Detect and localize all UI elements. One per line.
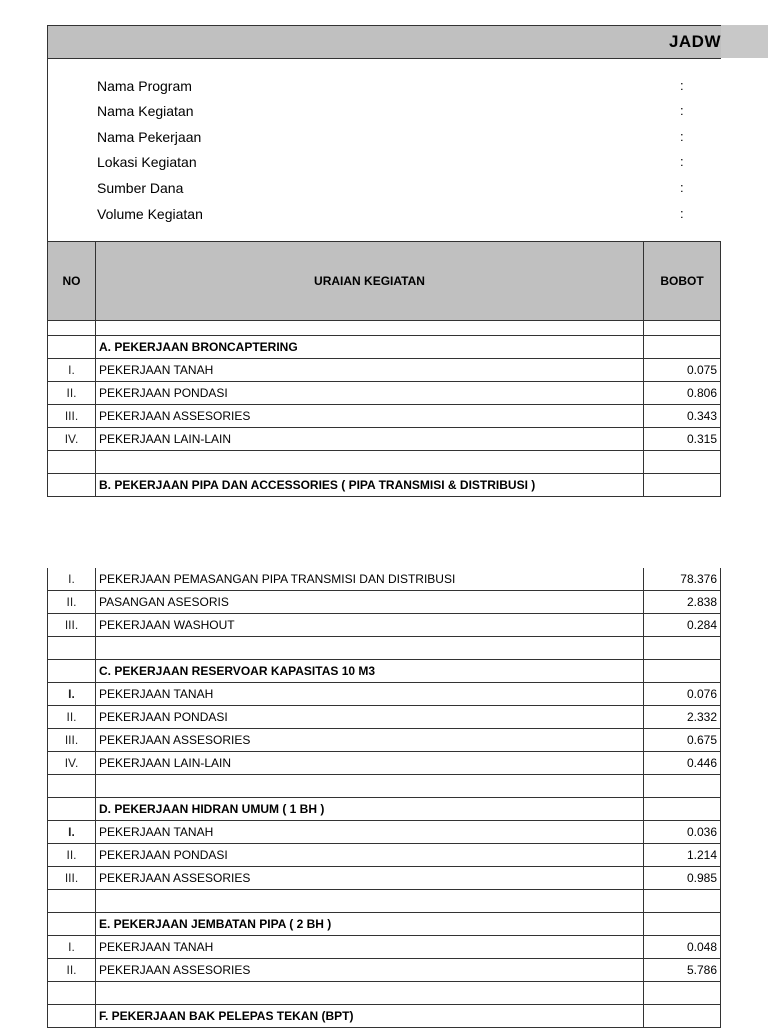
cell-bobot: 0.075 (644, 359, 721, 382)
cell-bobot (644, 890, 721, 913)
cell-no (48, 637, 96, 660)
spacer-row (48, 321, 721, 336)
cell-no (48, 474, 96, 497)
cell-bobot: 1.214 (644, 844, 721, 867)
section-heading-row (48, 913, 721, 936)
project-info (48, 59, 721, 242)
cell-bobot: 0.036 (644, 821, 721, 844)
cell-bobot: 2.838 (644, 591, 721, 614)
cell-bobot (644, 1005, 721, 1028)
cell-no: I. (48, 359, 96, 382)
cell-no (48, 913, 96, 936)
cell-bobot: 5.786 (644, 959, 721, 982)
cell-section-title: E. PEKERJAAN JEMBATAN PIPA ( 2 BH ) (96, 913, 644, 936)
cell-no: III. (48, 729, 96, 752)
cell-bobot: 0.343 (644, 405, 721, 428)
spacer-row (48, 982, 721, 1005)
cell-bobot (644, 982, 721, 1005)
cell-uraian: PEKERJAAN TANAH (96, 936, 644, 959)
cell-bobot (644, 913, 721, 936)
cell-no: II. (48, 959, 96, 982)
cell-section-title: B. PEKERJAAN PIPA DAN ACCESSORIES ( PIPA TRANSMISI & DISTRIBUSI ) (96, 474, 644, 497)
header-bobot: BOBOT (644, 242, 721, 321)
cell-no (48, 775, 96, 798)
cell-uraian: PEKERJAAN ASSESORIES (96, 959, 644, 982)
cell-no: I. (48, 683, 96, 706)
cell-no (48, 890, 96, 913)
schedule-table-part-2 (47, 568, 721, 1028)
table-row (48, 752, 721, 775)
info-label-kegiatan: Nama Kegiatan (97, 103, 194, 119)
section-heading-row (48, 1005, 721, 1028)
info-colon: : (680, 129, 684, 144)
table-row (48, 591, 721, 614)
page-title: JADW (668, 32, 721, 51)
section-heading-row (48, 660, 721, 683)
table-header-row (48, 242, 721, 321)
cell-bobot: 0.446 (644, 752, 721, 775)
cell-bobot: 78.376 (644, 568, 721, 591)
cell-bobot: 0.284 (644, 614, 721, 637)
cell-section-title: F. PEKERJAAN BAK PELEPAS TEKAN (BPT) (96, 1005, 644, 1028)
cell-bobot (644, 660, 721, 683)
table-row (48, 844, 721, 867)
info-colon: : (680, 154, 684, 169)
cell-bobot (644, 798, 721, 821)
info-colon: : (680, 206, 684, 221)
table-row (48, 936, 721, 959)
cell-uraian: PEKERJAAN TANAH (96, 683, 644, 706)
cell-uraian: PEKERJAAN PEMASANGAN PIPA TRANSMISI DAN DISTRIBUSI (96, 568, 644, 591)
schedule-table-part-1 (47, 241, 721, 497)
cell-uraian (96, 321, 644, 336)
cell-uraian: PEKERJAAN ASSESORIES (96, 405, 644, 428)
info-label-volume: Volume Kegiatan (97, 206, 203, 222)
cell-section-title: D. PEKERJAAN HIDRAN UMUM ( 1 BH ) (96, 798, 644, 821)
spacer-row (48, 775, 721, 798)
cell-uraian: PEKERJAAN PONDASI (96, 382, 644, 405)
table-row (48, 359, 721, 382)
cell-uraian (96, 775, 644, 798)
cell-no (48, 660, 96, 683)
table-row (48, 614, 721, 637)
table-row (48, 706, 721, 729)
cell-uraian (96, 637, 644, 660)
cell-bobot: 0.675 (644, 729, 721, 752)
cell-no: I. (48, 568, 96, 591)
cell-bobot: 0.985 (644, 867, 721, 890)
cell-no (48, 321, 96, 336)
cell-no: II. (48, 382, 96, 405)
cell-no: IV. (48, 428, 96, 451)
table-row (48, 382, 721, 405)
table-row (48, 821, 721, 844)
cell-uraian (96, 451, 644, 474)
cell-bobot: 0.806 (644, 382, 721, 405)
cell-no (48, 982, 96, 1005)
table-row (48, 959, 721, 982)
header-uraian: URAIAN KEGIATAN (96, 242, 644, 321)
info-label-pekerjaan: Nama Pekerjaan (97, 129, 202, 145)
header-no: NO (48, 242, 96, 321)
info-label-program: Nama Program (97, 78, 192, 94)
cell-uraian: PEKERJAAN PONDASI (96, 706, 644, 729)
cell-no: III. (48, 867, 96, 890)
cell-uraian: PASANGAN ASESORIS (96, 591, 644, 614)
cell-no: I. (48, 936, 96, 959)
table-row (48, 867, 721, 890)
cell-uraian (96, 982, 644, 1005)
cell-uraian: PEKERJAAN LAIN-LAIN (96, 428, 644, 451)
cell-uraian: PEKERJAAN ASSESORIES (96, 729, 644, 752)
cell-no: IV. (48, 752, 96, 775)
table-row (48, 729, 721, 752)
cell-uraian: PEKERJAAN TANAH (96, 821, 644, 844)
schedule-table (47, 241, 721, 497)
info-colon: : (680, 103, 684, 118)
cell-no (48, 451, 96, 474)
spacer-row (48, 451, 721, 474)
cell-bobot: 0.315 (644, 428, 721, 451)
cell-no (48, 1005, 96, 1028)
cell-bobot (644, 637, 721, 660)
info-colon: : (680, 180, 684, 195)
table-row (48, 568, 721, 591)
info-label-lokasi: Lokasi Kegiatan (97, 154, 197, 170)
cell-bobot (644, 474, 721, 497)
cell-no (48, 798, 96, 821)
cell-uraian: PEKERJAAN PONDASI (96, 844, 644, 867)
cell-section-title: C. PEKERJAAN RESERVOAR KAPASITAS 10 M3 (96, 660, 644, 683)
cell-bobot (644, 775, 721, 798)
section-heading-row (48, 798, 721, 821)
spacer-row (48, 637, 721, 660)
title-bar (48, 26, 721, 59)
cell-uraian: PEKERJAAN TANAH (96, 359, 644, 382)
table-row (48, 405, 721, 428)
cell-no: III. (48, 405, 96, 428)
cell-uraian: PEKERJAAN LAIN-LAIN (96, 752, 644, 775)
cell-uraian: PEKERJAAN WASHOUT (96, 614, 644, 637)
info-label-sumber-dana: Sumber Dana (97, 180, 184, 196)
cell-bobot: 2.332 (644, 706, 721, 729)
info-colon: : (680, 78, 684, 93)
cell-bobot (644, 321, 721, 336)
cell-bobot (644, 336, 721, 359)
cell-no: II. (48, 706, 96, 729)
cell-section-title: A. PEKERJAAN BRONCAPTERING (96, 336, 644, 359)
cell-no: III. (48, 614, 96, 637)
section-heading-row (48, 336, 721, 359)
schedule-sheet (47, 25, 721, 242)
cell-bobot (644, 451, 721, 474)
cell-uraian: PEKERJAAN ASSESORIES (96, 867, 644, 890)
cell-uraian (96, 890, 644, 913)
section-heading-row (48, 474, 721, 497)
cell-bobot: 0.076 (644, 683, 721, 706)
cell-no: II. (48, 844, 96, 867)
spacer-row (48, 890, 721, 913)
cell-no (48, 336, 96, 359)
schedule-table-continued (47, 568, 721, 1028)
cell-bobot: 0.048 (644, 936, 721, 959)
cell-no: II. (48, 591, 96, 614)
cell-no: I. (48, 821, 96, 844)
table-row (48, 428, 721, 451)
title-bar-extension (720, 25, 768, 58)
table-row (48, 683, 721, 706)
